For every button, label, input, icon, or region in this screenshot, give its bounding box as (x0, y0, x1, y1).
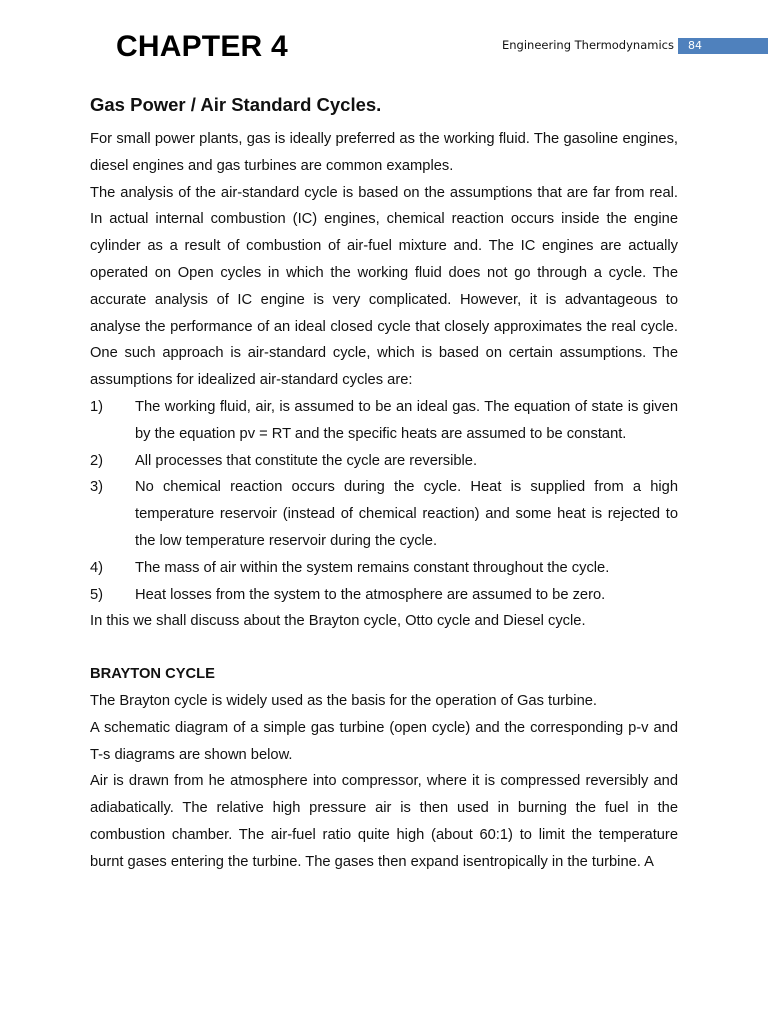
running-title: Engineering Thermodynamics (502, 38, 674, 52)
closing-paragraph: In this we shall discuss about the Brayton cycle, Otto cycle and Diesel cycle. (90, 613, 586, 630)
paragraph: The analysis of the air-standard cycle is based on the assumptions that are far from real. In actual internal combustion (IC) engines, chemical reaction occurs inside the engine cylinder as a result of combustion of air-fuel mixture and. The IC engines are actually operated on Open cycles in which the working fluid does not go through a cycle. The accurate analysis of IC engine is very complicated. However, it is advantageous to analyse the performance of an ideal closed cycle that closely approximates the real cycle. One such approach is air-standard cycle, which is based on certain assumptions. The assumptions for idealized air-standard cycles are: (90, 184, 678, 389)
list-item (90, 474, 678, 554)
paragraph: The Brayton cycle is widely used as the basis for the operation of Gas turbine. (90, 692, 597, 709)
list-number: 3) (90, 479, 104, 496)
list-number: 4) (90, 559, 104, 576)
brayton-heading: BRAYTON CYCLE (90, 666, 215, 683)
page-number-tab (678, 38, 768, 54)
list-text: The working fluid, air, is assumed to be an ideal gas. The equation of state is given by the equation pv = RT and the specific heats are assumed to be constant. (135, 398, 678, 442)
list-text: Heat losses from the system to the atmosphere are assumed to be zero. (135, 586, 606, 603)
paragraph: Air is drawn from he atmosphere into compressor, where it is compressed reversibly and adiabatically. The relative high pressure air is then used in burning the fuel in the combustion chamber. The air-fuel ratio quite high (about 60:1) to limit the temperature burnt gases entering the turbine. The gases then expand isentropically in the turbine. A (90, 773, 678, 870)
list-item (90, 394, 678, 448)
paragraph: A schematic diagram of a simple gas turbine (open cycle) and the corresponding p-v and T-s diagrams are shown below. (90, 719, 678, 763)
list-item (90, 582, 678, 609)
chapter-heading: CHAPTER 4 (116, 30, 288, 63)
page-body (90, 90, 678, 876)
list-number: 1) (90, 398, 104, 415)
assumptions-list (90, 394, 678, 608)
section-title: Gas Power / Air Standard Cycles. (90, 94, 382, 115)
list-text: All processes that constitute the cycle are reversible. (135, 452, 478, 469)
list-text: No chemical reaction occurs during the cycle. Heat is supplied from a high temperature reservoir (instead of chemical reaction) and some heat is rejected to the low temperature reservoir during the cycle. (135, 479, 678, 549)
paragraph: For small power plants, gas is ideally preferred as the working fluid. The gasoline engines, diesel engines and gas turbines are common examples. (90, 131, 678, 174)
list-item (90, 555, 678, 582)
list-item (90, 448, 678, 475)
list-number: 5) (90, 586, 104, 603)
list-number: 2) (90, 452, 104, 469)
list-text: The mass of air within the system remains constant throughout the cycle. (135, 559, 610, 576)
page-number: 84 (688, 39, 702, 52)
